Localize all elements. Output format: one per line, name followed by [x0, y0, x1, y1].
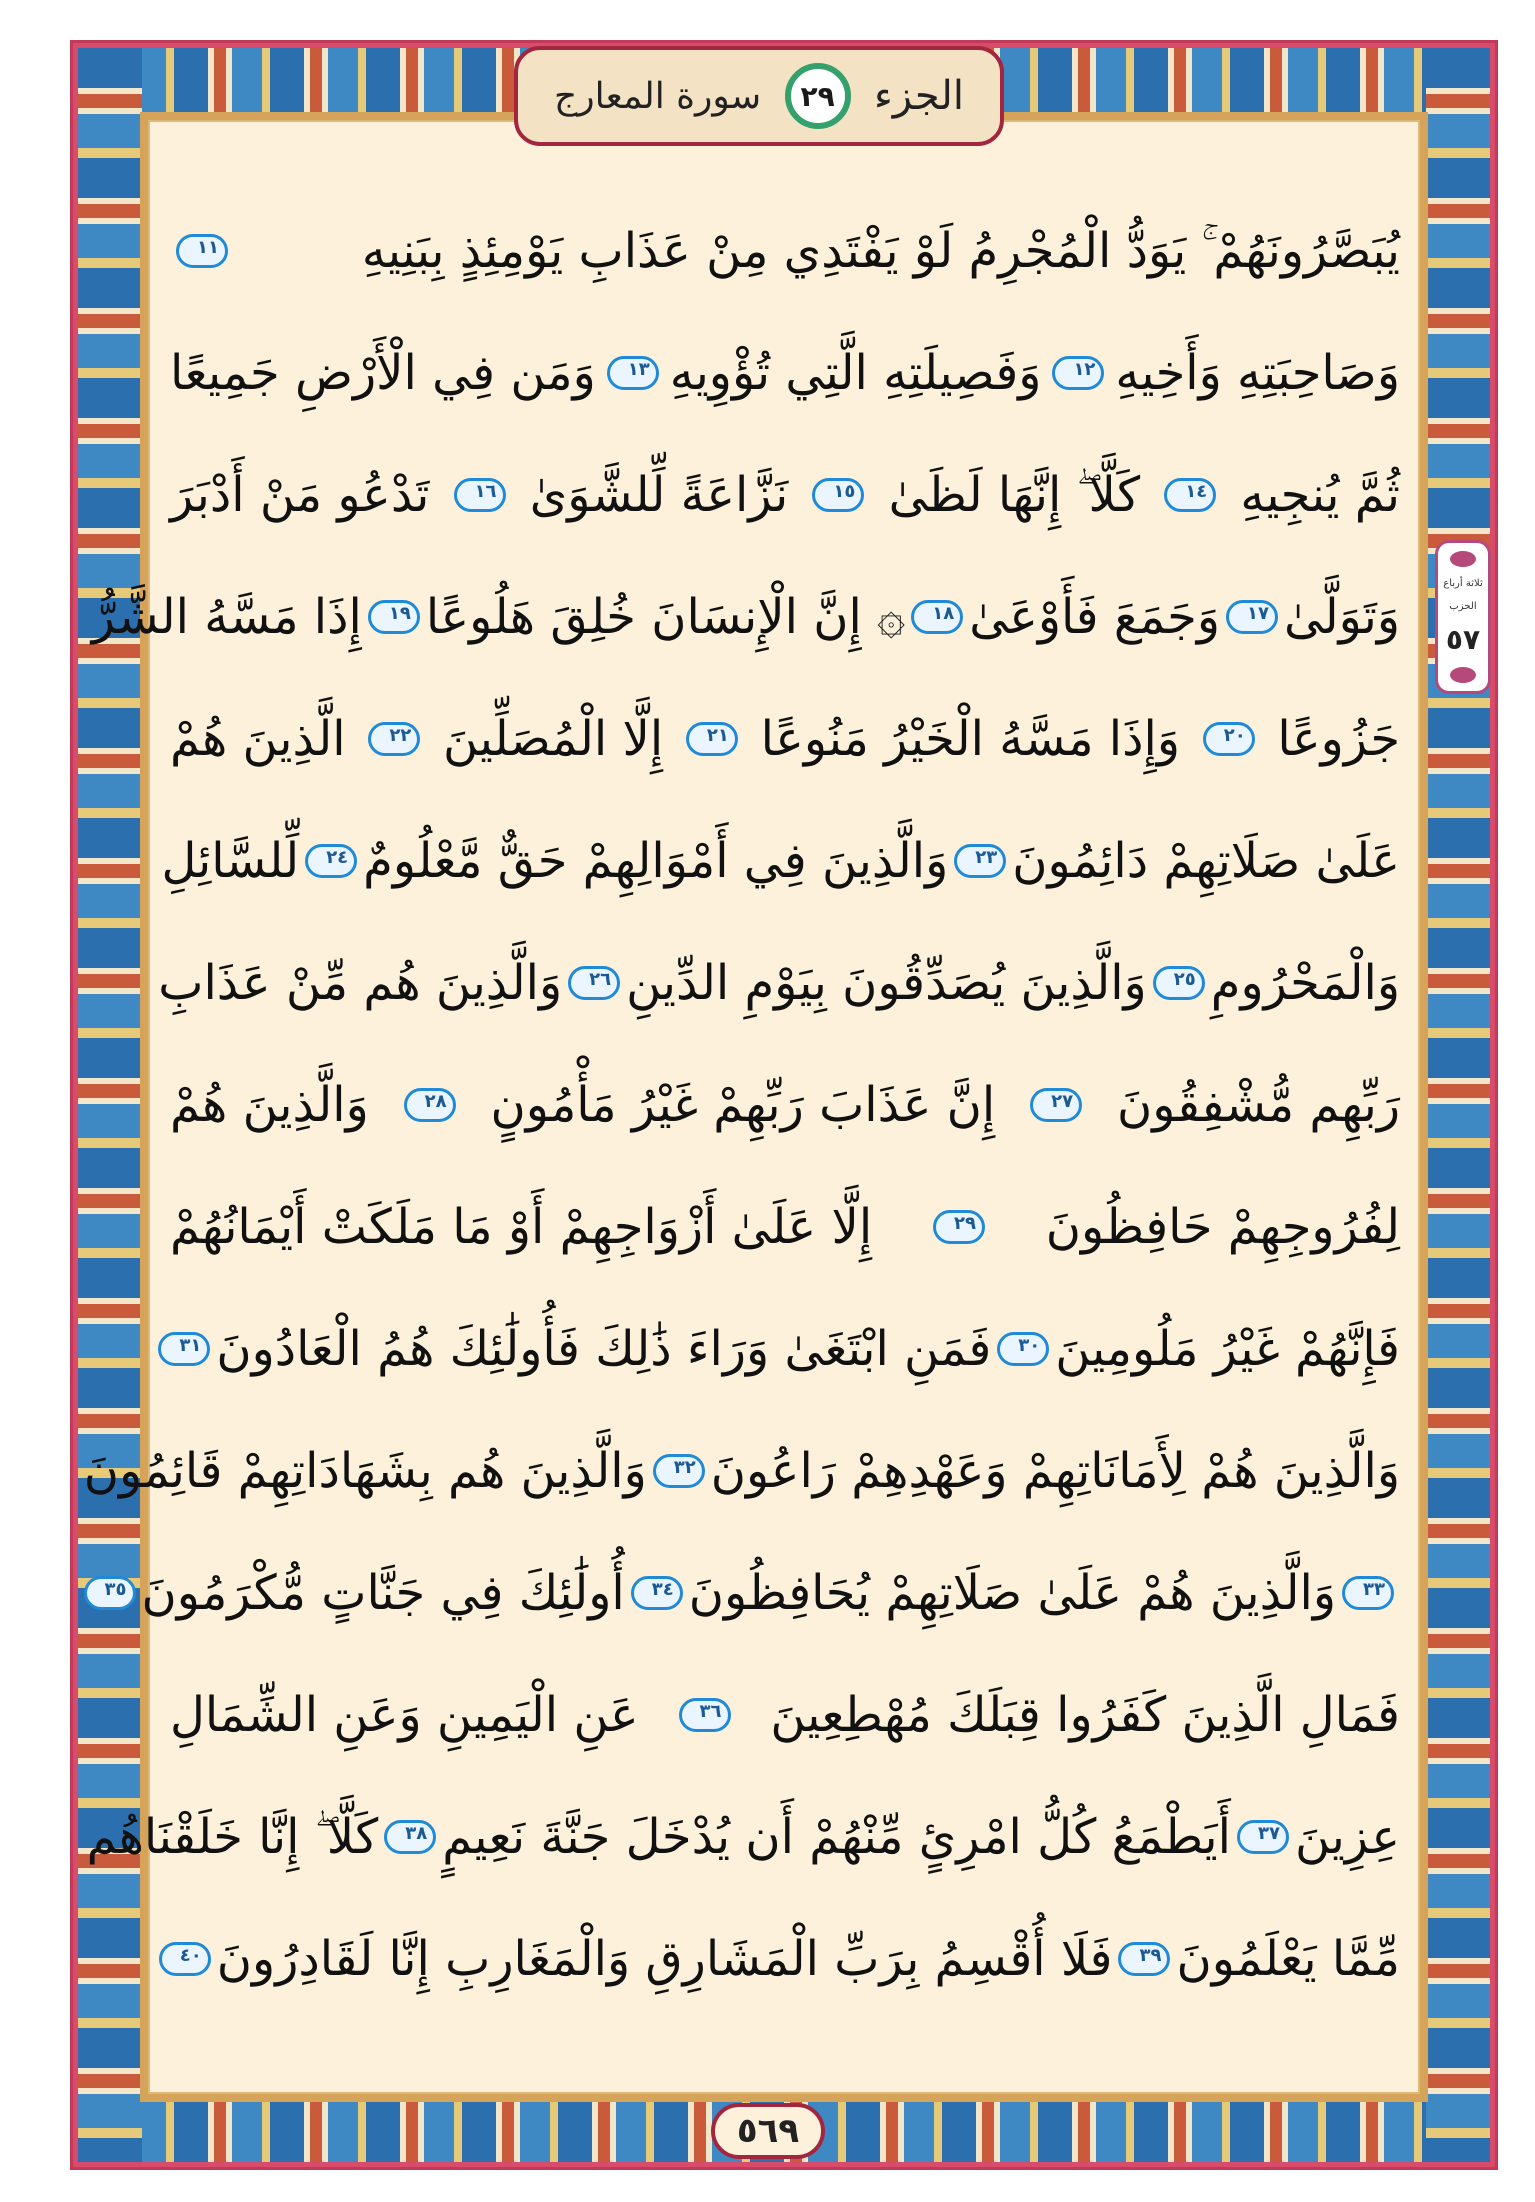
verse-text: وَصَاحِبَتِهِ وَأَخِيهِ	[1115, 345, 1400, 401]
ayah-number-marker: ٣١	[158, 1332, 210, 1366]
verse-text: كَلَّا ۖ إِنَّا خَلَقْنَاهُم	[86, 1808, 379, 1865]
ayah-number-marker: ٢١	[686, 722, 738, 756]
verse-text: وَالَّذِينَ هُم مِّنْ عَذَابِ	[158, 955, 563, 1011]
text-line	[170, 1654, 1400, 1776]
verse-text: وَمَن فِي الْأَرْضِ جَمِيعًا	[170, 345, 596, 401]
text-line	[170, 1166, 1400, 1288]
verse-text: جَزُوعًا	[1277, 711, 1400, 767]
ayah-number-marker: ٢٩	[933, 1210, 985, 1244]
hizb-label: الحزب	[1449, 600, 1477, 612]
ayah-number-marker: ٢٣	[954, 844, 1006, 878]
verse-text: وَإِذَا مَسَّهُ الْخَيْرُ مَنُوعًا	[760, 711, 1181, 767]
verse-text: وَالَّذِينَ يُصَدِّقُونَ بِيَوْمِ الدِّينِ	[626, 955, 1147, 1011]
verse-text: وَالَّذِينَ فِي أَمْوَالِهِمْ حَقٌّ مَّعْلُومٌ	[363, 833, 949, 889]
ayah-number-marker: ١٥	[812, 478, 864, 512]
flower-ornament-icon	[1450, 667, 1476, 683]
text-line	[170, 678, 1400, 800]
verse-text: كَلَّا ۖ إِنَّهَا لَظَىٰ	[888, 466, 1141, 523]
ayah-number-marker: ٢٧	[1030, 1088, 1082, 1122]
hizb-quarter-label: ثلاثة أرباع	[1443, 577, 1483, 589]
verse-text: فَإِنَّهُمْ غَيْرُ مَلُومِينَ	[1055, 1321, 1400, 1377]
verse-text: إِلَّا الْمُصَلِّينَ	[442, 711, 664, 767]
verse-text: عِزِينَ	[1294, 1809, 1400, 1865]
surah-name: سورة المعارج	[554, 75, 762, 117]
ayah-number-marker: ١٣	[607, 356, 659, 390]
text-line	[91, 556, 1400, 678]
verse-text: فَمَنِ ابْتَغَىٰ وَرَاءَ ذَٰلِكَ فَأُولَٰئِكَ هُمُ الْعَادُونَ	[216, 1321, 992, 1377]
verse-text: وَالْمَحْرُومِ	[1210, 955, 1400, 1011]
juz-number-badge: ٢٩	[785, 63, 851, 129]
verse-text: وَالَّذِينَ هُمْ لِأَمَانَاتِهِمْ وَعَهْدِهِمْ رَاعُونَ	[710, 1443, 1400, 1499]
flower-ornament-icon	[1450, 551, 1476, 567]
verse-text: نَزَّاعَةً لِّلشَّوَىٰ	[529, 467, 789, 523]
ayah-number-marker: ١١	[176, 234, 228, 268]
text-line	[170, 190, 1400, 312]
verse-text: إِلَّا عَلَىٰ أَزْوَاجِهِمْ أَوْ مَا مَلَكَتْ أَيْمَانُهُمْ	[170, 1199, 873, 1255]
verse-text: عَنِ الْيَمِينِ وَعَنِ الشِّمَالِ	[170, 1687, 639, 1743]
ayah-number-marker: ٣٠	[997, 1332, 1049, 1366]
ayah-number-marker: ٣٩	[1118, 1942, 1170, 1976]
verse-text: إِذَا مَسَّهُ الشَّرُّ	[91, 589, 362, 645]
verse-text: ۞ إِنَّ الْإِنسَانَ خُلِقَ هَلُوعًا	[425, 589, 906, 645]
verse-text: إِنَّ عَذَابَ رَبِّهِمْ غَيْرُ مَأْمُونٍ	[490, 1077, 996, 1133]
verse-text: وَالَّذِينَ هُمْ	[170, 1077, 369, 1133]
ayah-number-marker: ٢٦	[568, 966, 620, 1000]
verse-text: ثُمَّ يُنجِيهِ	[1240, 467, 1400, 523]
ornamental-border-left	[1426, 48, 1490, 2162]
text-line	[158, 922, 1400, 1044]
verse-text: الَّذِينَ هُمْ	[170, 711, 346, 767]
text-line	[170, 434, 1400, 556]
verse-text: وَالَّذِينَ هُمْ عَلَىٰ صَلَاتِهِمْ يُحَافِظُونَ	[688, 1565, 1336, 1621]
text-line	[161, 800, 1400, 922]
hizb-number: ٥٧	[1445, 623, 1481, 657]
ayah-number-marker: ١٩	[368, 600, 420, 634]
ayah-number-marker: ٣٢	[653, 1454, 705, 1488]
ayah-number-marker: ٢٢	[368, 722, 420, 756]
ayah-number-marker: ٢٠	[1203, 722, 1255, 756]
ayah-number-marker: ١٤	[1164, 478, 1216, 512]
verse-text: تَدْعُو مَنْ أَدْبَرَ	[170, 467, 430, 523]
text-line	[104, 1532, 1400, 1654]
text-line	[170, 1288, 1400, 1410]
ayah-number-marker: ٢٥	[1153, 966, 1205, 1000]
ayah-number-marker: ٣٦	[679, 1698, 731, 1732]
ayah-number-marker: ١٢	[1052, 356, 1104, 390]
verse-text: فَمَالِ الَّذِينَ كَفَرُوا قِبَلَكَ مُهْطِعِينَ	[770, 1687, 1400, 1743]
verse-text: فَلَا أُقْسِمُ بِرَبِّ الْمَشَارِقِ وَالْمَغَارِبِ إِنَّا لَقَادِرُونَ	[216, 1931, 1113, 1987]
ayah-number-marker: ٣٥	[84, 1576, 136, 1610]
verse-text: رَبِّهِم مُّشْفِقُونَ	[1116, 1077, 1400, 1133]
verse-text: وَجَمَعَ فَأَوْعَىٰ	[969, 589, 1221, 645]
verse-text: لِّلسَّائِلِ	[161, 833, 300, 889]
verse-text: أَيَطْمَعُ كُلُّ امْرِئٍ مِّنْهُمْ أَن يُدْخَلَ جَنَّةَ نَعِيمٍ	[442, 1809, 1231, 1865]
verse-text: وَفَصِيلَتِهِ الَّتِي تُؤْوِيهِ	[669, 345, 1042, 401]
juz-label: الجزء	[873, 73, 964, 119]
quran-text	[83, 190, 1400, 2050]
ayah-number-marker: ١٧	[1226, 600, 1278, 634]
ayah-number-marker: ٢٨	[404, 1088, 456, 1122]
text-line	[83, 1410, 1400, 1532]
verse-text: لِفُرُوجِهِمْ حَافِظُونَ	[1045, 1199, 1400, 1255]
verse-text: وَتَوَلَّىٰ	[1284, 589, 1400, 645]
ayah-number-marker: ٤٠	[159, 1942, 211, 1976]
ayah-number-marker: ٢٤	[305, 844, 357, 878]
verse-text: يُبَصَّرُونَهُمْ ۚ يَوَدُّ الْمُجْرِمُ لَوْ يَفْتَدِي مِنْ عَذَابِ يَوْمِئِذٍ بِبَنِيهِ	[361, 222, 1400, 279]
ayah-number-marker: ١٨	[911, 600, 963, 634]
text-line	[170, 312, 1400, 434]
text-line	[170, 1044, 1400, 1166]
verse-text: مِّمَّا يَعْلَمُونَ	[1176, 1931, 1400, 1987]
ayah-number-marker: ٣٧	[1237, 1820, 1289, 1854]
text-line	[170, 1898, 1400, 2020]
page-number: ٥٦٩	[711, 2103, 825, 2159]
verse-text: وَالَّذِينَ هُم بِشَهَادَاتِهِمْ قَائِمُونَ	[83, 1443, 647, 1499]
verse-text: أُولَٰئِكَ فِي جَنَّاتٍ مُّكْرَمُونَ	[141, 1565, 625, 1621]
page-header	[514, 46, 1004, 146]
ayah-number-marker: ٣٣	[1342, 1576, 1394, 1610]
hizb-marker-tab	[1435, 540, 1491, 694]
verse-text: عَلَىٰ صَلَاتِهِمْ دَائِمُونَ	[1012, 833, 1400, 889]
ayah-number-marker: ٣٨	[384, 1820, 436, 1854]
ayah-number-marker: ٣٤	[631, 1576, 683, 1610]
text-line	[86, 1776, 1400, 1898]
ayah-number-marker: ١٦	[454, 478, 506, 512]
